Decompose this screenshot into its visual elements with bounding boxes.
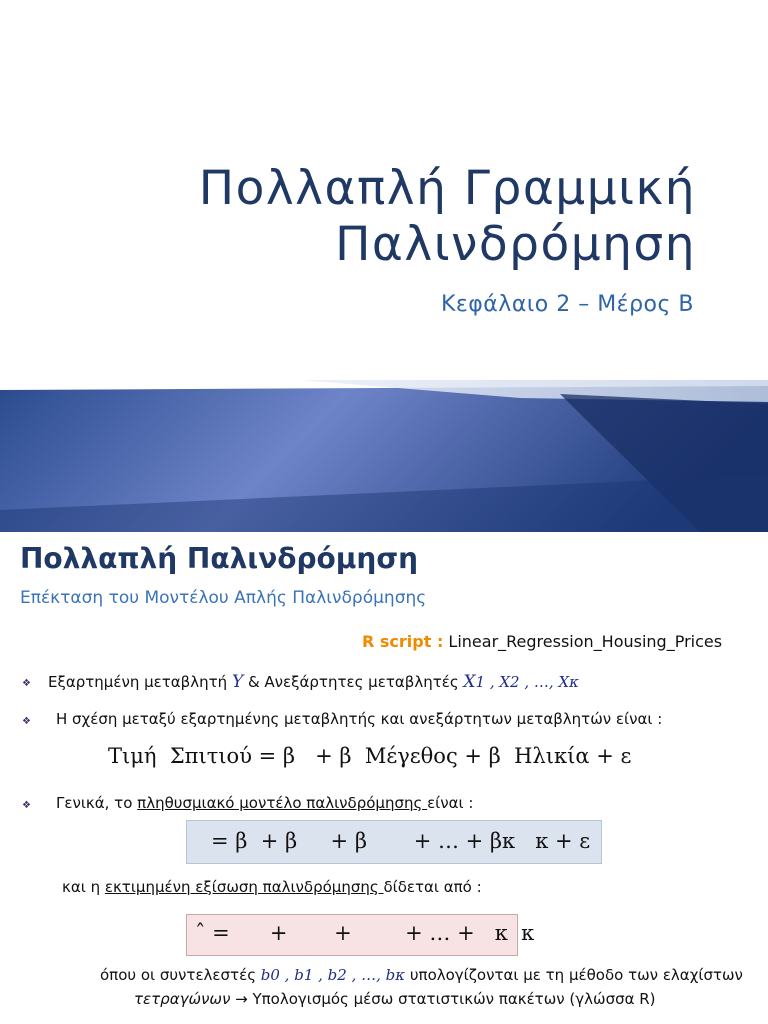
- estimated-equation-formula: ˆ = + + + … + κ κ: [195, 921, 535, 945]
- var-x-list: 1 , X2 , …, Xκ: [475, 673, 579, 691]
- var-x: X: [463, 672, 476, 692]
- r-script-label: R script :: [362, 632, 444, 651]
- estimated-equation-text-a: και η: [62, 878, 105, 896]
- population-model-text-a: Γενικά, το: [56, 794, 138, 812]
- coefficients-line: [100, 966, 743, 984]
- estimated-equation-text-b: δίδεται από :: [383, 878, 482, 896]
- bullet-icon: ❖: [22, 716, 31, 727]
- bullet-icon: ❖: [22, 800, 31, 811]
- r-script-name: Linear_Regression_Housing_Prices: [443, 632, 723, 651]
- slide-title-line1: Πολλαπλή Γραμμική: [198, 161, 696, 216]
- coefficients-symbols: b0 , b1 , b2 , …, bκ: [260, 966, 406, 984]
- population-model-link[interactable]: πληθυσμιακό μοντέλο παλινδρόμησης: [137, 794, 428, 812]
- r-computation-text: → Υπολογισμός μέσω στατιστικών πακέτων (γλώσσα R): [230, 990, 656, 1008]
- bullet-population-model: [56, 794, 473, 812]
- estimated-equation-line: [62, 878, 482, 896]
- bullet-variables-text-a: Εξαρτημένη μεταβλητή: [48, 673, 232, 691]
- slide-heading: Πολλαπλή Παλινδρόμηση: [20, 542, 419, 575]
- least-squares-line: [134, 990, 656, 1008]
- population-model-formula-box: [186, 820, 602, 864]
- coefficients-text-a: όπου οι συντελεστές: [100, 966, 261, 984]
- bullet-relation: Η σχέση μεταξύ εξαρτημένης μεταβλητής και ανεξάρτητων μεταβλητών είναι :: [56, 710, 663, 728]
- coefficients-text-b: υπολογίζονται με τη μέθοδο των ελαχίστων: [405, 966, 743, 984]
- slide-subtitle: Κεφάλαιο 2 – Μέρος Β: [440, 292, 694, 317]
- population-model-formula: = β + β + β + … + βκ κ + ε: [211, 829, 591, 853]
- bullet-icon: ❖: [22, 678, 31, 689]
- least-squares-text: τετραγώνων: [134, 990, 231, 1008]
- house-price-formula: Τιμή Σπιτιού = β + β Μέγεθος + β Ηλικία + ε: [108, 744, 632, 768]
- population-model-text-b: είναι :: [427, 794, 474, 812]
- r-script-reference: [362, 632, 722, 651]
- var-y: Y: [231, 672, 244, 692]
- content-slide: [0, 532, 768, 1024]
- slide-title-line2: Παλινδρόμηση: [335, 217, 696, 272]
- bullet-variables: [48, 672, 579, 692]
- slide-subheading: Επέκταση του Μοντέλου Απλής Παλινδρόμησης: [20, 588, 427, 608]
- bullet-variables-text-b: & Ανεξάρτητες μεταβλητές: [243, 673, 464, 691]
- decorative-banner: [0, 380, 768, 532]
- estimated-equation-link[interactable]: εκτιμημένη εξίσωση παλινδρόμησης: [104, 878, 384, 896]
- estimated-equation-formula-box: [186, 914, 535, 956]
